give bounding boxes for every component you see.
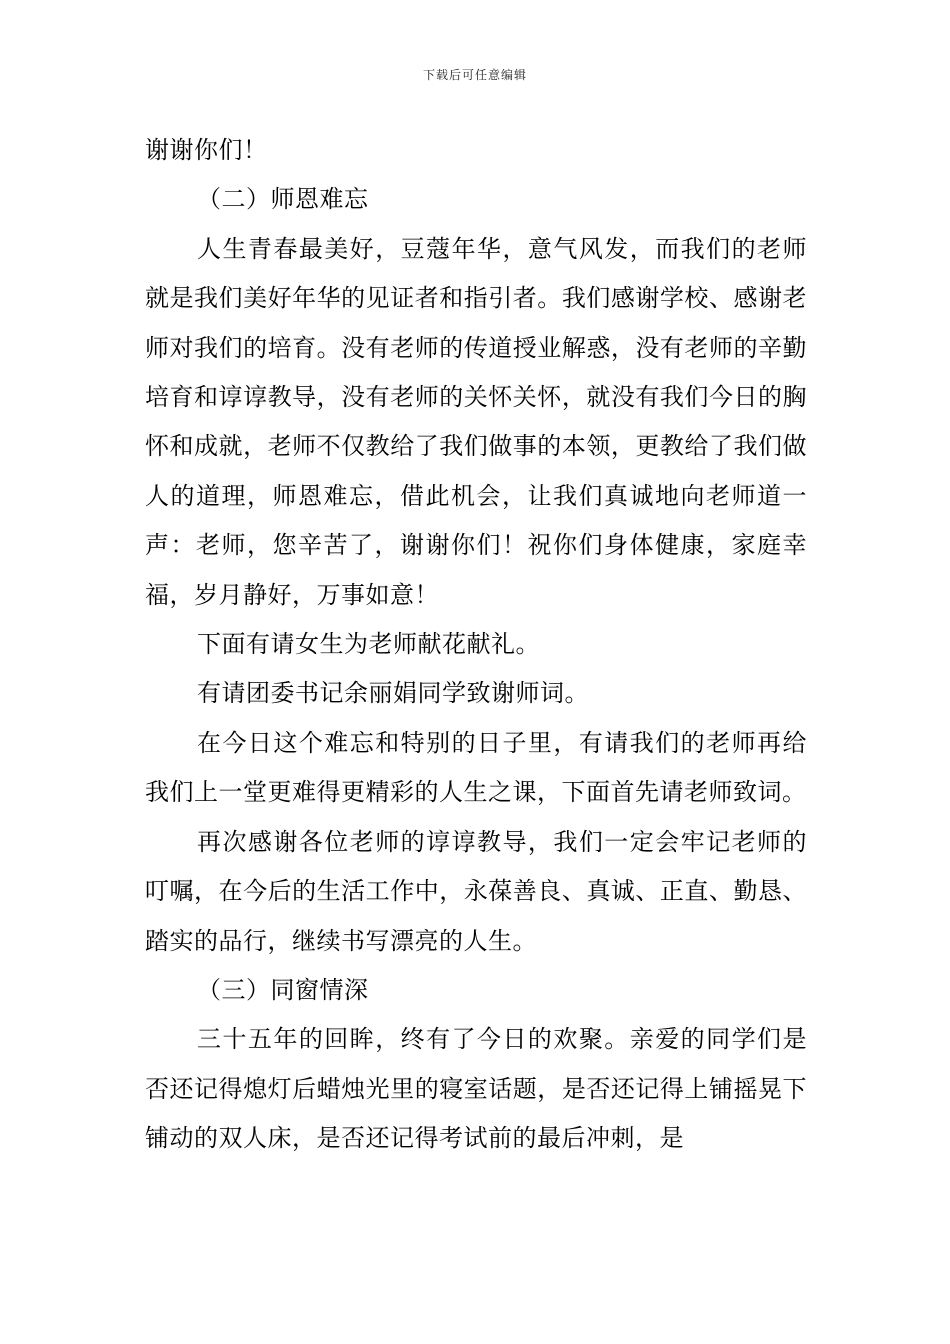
paragraph-teacher-gratitude: 人生青春最美好，豆蔻年华，意气风发，而我们的老师就是我们美好年华的见证者和指引者。我们感谢学校、感谢老师对我们的培育。没有老师的传道授业解惑，没有老师的辛勤培育和谆谆教导，没有老师的关怀关怀，就没有我们今日的胸怀和成就，老师不仅教给了我们做事的本领，更教给了我们做人的道理，师恩难忘，借此机会，让我们真诚地向老师道一声：老师，您辛苦了，谢谢你们！祝你们身体健康，家庭幸福，岁月静好，万事如意！ bbox=[145, 234, 807, 609]
paragraph-thanks-speech: 有请团委书记余丽娟同学致谢师词。 bbox=[197, 679, 589, 708]
paragraph-flower-presentation: 下面有请女生为老师献花献礼。 bbox=[197, 630, 540, 659]
section-heading-teachers: （二）师恩难忘 bbox=[197, 185, 369, 214]
header-note: 下载后可任意编辑 bbox=[422, 68, 527, 82]
paragraph-teacher-address: 在今日这个难忘和特别的日子里，有请我们的老师再给我们上一堂更难得更精彩的人生之课，下面首先请老师致词。 bbox=[145, 728, 807, 807]
document-body bbox=[145, 126, 807, 1164]
paragraph-renewed-thanks: 再次感谢各位老师的谆谆教导，我们一定会牢记老师的叮嘱，在今后的生活工作中，永葆善良、真诚、正直、勤恳、踏实的品行，继续书写漂亮的人生。 bbox=[145, 827, 807, 955]
paragraph-reunion: 三十五年的回眸，终有了今日的欢聚。亲爱的同学们是否还记得熄灯后蜡烛光里的寝室话题，是否还记得上铺摇晃下铺动的双人床，是否还记得考试前的最后冲刺，是 bbox=[145, 1025, 807, 1153]
paragraph-thanks-closing: 谢谢你们！ bbox=[145, 136, 268, 164]
section-heading-classmates: （三）同窗情深 bbox=[197, 975, 369, 1004]
